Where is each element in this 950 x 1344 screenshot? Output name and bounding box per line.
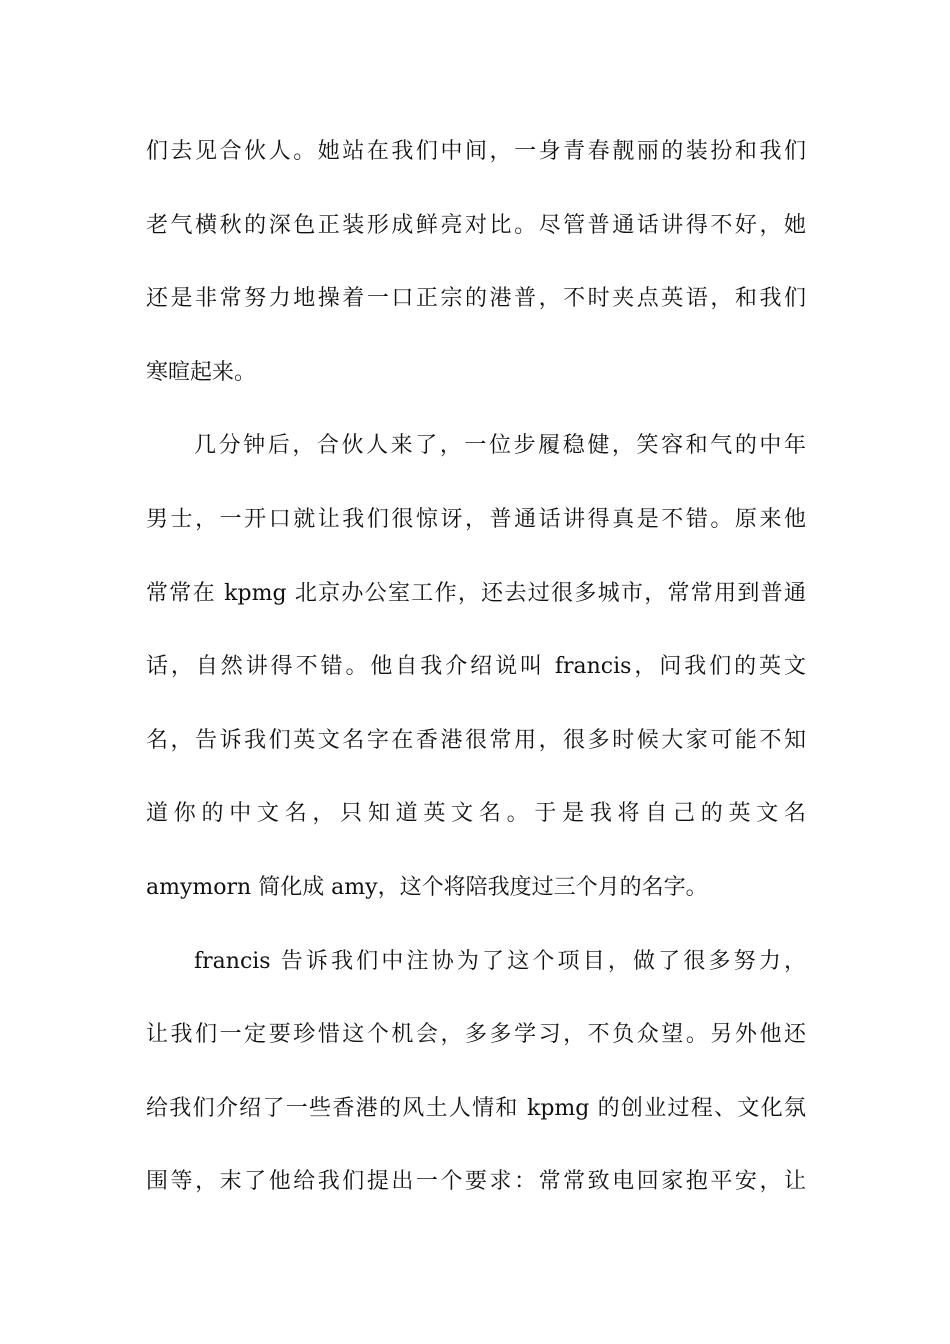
text-line-8: 话，自然讲得不错。他自我介绍说叫 francis，问我们的英文 xyxy=(146,654,806,680)
text-line-13: 让我们一定要珍惜这个机会，多多学习，不负众望。另外他还 xyxy=(146,1022,806,1048)
text-line-6: 男士，一开口就让我们很惊讶，普通话讲得真是不错。原来他 xyxy=(146,506,806,532)
text-line-12: francis 告诉我们中注协为了这个项目，做了很多努力， xyxy=(194,948,806,974)
text-line-15: 围等，末了他给我们提出一个要求：常常致电回家抱平安，让 xyxy=(146,1169,806,1195)
text-line-7: 常常在 kpmg 北京办公室工作，还去过很多城市，常常用到普通 xyxy=(146,580,806,606)
text-line-11: amymorn 简化成 amy，这个将陪我度过三个月的名字。 xyxy=(146,874,708,900)
text-line-9: 名，告诉我们英文名字在香港很常用，很多时候大家可能不知 xyxy=(146,727,806,753)
text-line-4: 寒暄起来。 xyxy=(146,359,257,385)
text-line-10: 道你的中文名，只知道英文名。于是我将自己的英文名 xyxy=(146,801,806,827)
text-line-3: 还是非常努力地操着一口正宗的港普，不时夹点英语，和我们 xyxy=(146,286,806,312)
text-line-14: 给我们介绍了一些香港的风土人情和 kpmg 的创业过程、文化氛 xyxy=(146,1095,806,1121)
text-line-5: 几分钟后，合伙人来了，一位步履稳健，笑容和气的中年 xyxy=(194,433,806,459)
text-line-1: 们去见合伙人。她站在我们中间，一身青春靓丽的装扮和我们 xyxy=(146,139,806,164)
document-body xyxy=(146,127,806,1231)
text-line-2: 老气横秋的深色正装形成鲜亮对比。尽管普通话讲得不好，她 xyxy=(146,212,806,238)
